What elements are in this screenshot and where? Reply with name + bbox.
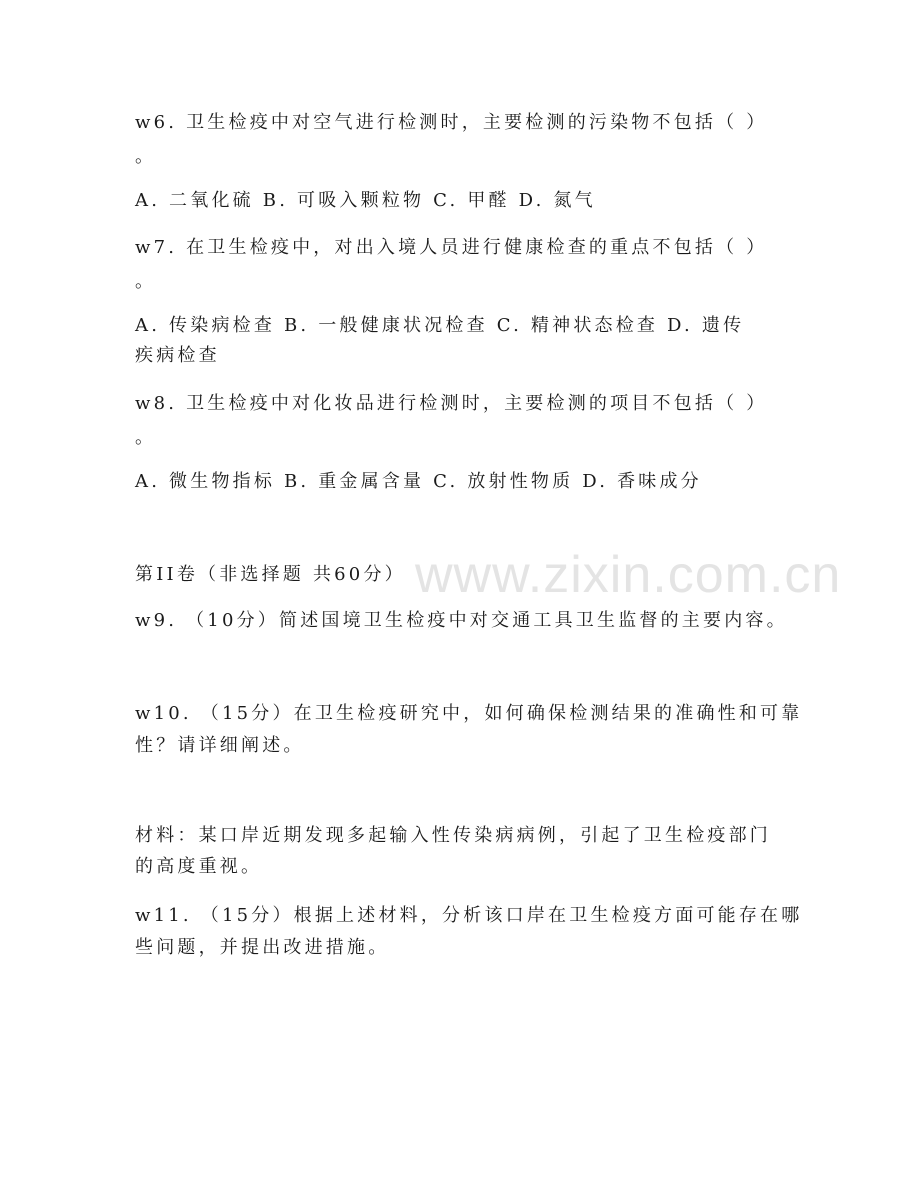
question-7-text: w7. 在卫生检疫中，对出入境人员进行健康检查的重点不包括（ ） bbox=[135, 237, 768, 258]
question-6-options: A. 二氧化硫 B. 可吸入颗粒物 C. 甲醛 D. 氮气 bbox=[135, 190, 596, 211]
question-8-options: A. 微生物指标 B. 重金属含量 C. 放射性物质 D. 香味成分 bbox=[135, 471, 702, 492]
question-10-text-cont: 性？请详细阐述。 bbox=[135, 735, 305, 756]
question-11-text-cont: 些问题，并提出改进措施。 bbox=[135, 937, 390, 958]
section-2-heading: 第II卷（非选择题 共60分） bbox=[135, 564, 406, 585]
question-7-options: A. 传染病检查 B. 一般健康状况检查 C. 精神状态检查 D. 遗传 bbox=[135, 315, 745, 336]
watermark: www.zixin.com.cn bbox=[415, 546, 842, 604]
material-text-cont: 的高度重视。 bbox=[135, 856, 263, 877]
question-8-text-end: 。 bbox=[135, 427, 157, 448]
question-6-text-end: 。 bbox=[135, 146, 157, 167]
question-6-text: w6. 卫生检疫中对空气进行检测时，主要检测的污染物不包括（ ） bbox=[135, 112, 768, 133]
question-7-options-cont: 疾病检查 bbox=[135, 345, 220, 366]
material-text: 材料：某口岸近期发现多起输入性传染病病例，引起了卫生检疫部门 bbox=[135, 825, 771, 846]
question-7-text-end: 。 bbox=[135, 271, 157, 292]
question-10-text: w10. （15分）在卫生检疫研究中，如何确保检测结果的准确性和可靠 bbox=[135, 703, 803, 724]
question-8-text: w8. 卫生检疫中对化妆品进行检测时，主要检测的项目不包括（ ） bbox=[135, 393, 768, 414]
question-9-text: w9. （10分）简述国境卫生检疫中对交通工具卫生监督的主要内容。 bbox=[135, 610, 788, 631]
question-11-text: w11. （15分）根据上述材料，分析该口岸在卫生检疫方面可能存在哪 bbox=[135, 905, 803, 926]
